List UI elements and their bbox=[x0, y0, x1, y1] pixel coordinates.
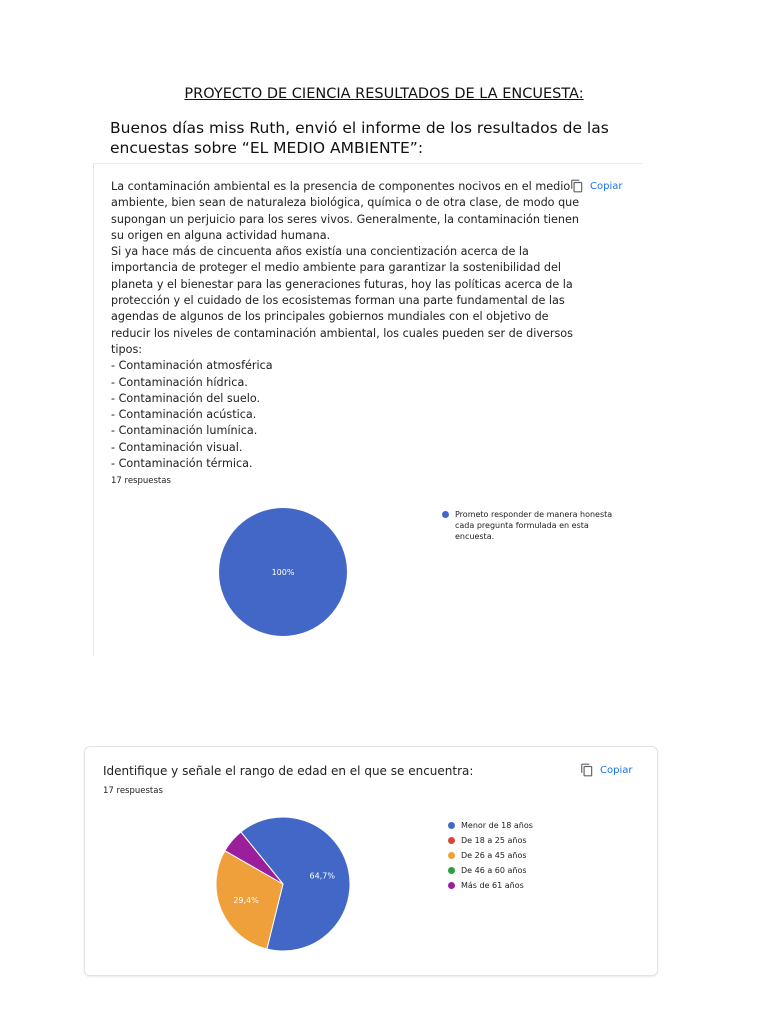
legend-label: Prometo responder de manera honesta cada pregunta formulada en esta encuesta. bbox=[455, 510, 613, 541]
question-text-line: - Contaminación lumínica. bbox=[111, 424, 258, 438]
legend-item bbox=[448, 850, 628, 861]
chart-legend-1 bbox=[442, 509, 622, 546]
copy-icon bbox=[580, 763, 594, 777]
copy-icon bbox=[570, 179, 584, 193]
question-text-line: ambiente, bien sean de naturaleza biológica, química o de otra clase, de modo que bbox=[111, 196, 580, 210]
legend-label: De 26 a 45 años bbox=[461, 851, 527, 860]
document-title: PROYECTO DE CIENCIA RESULTADOS DE LA ENCUESTA: bbox=[184, 86, 584, 102]
question-text-line: supongan un perjuicio para los seres vivos. Generalmente, la contaminación tienen bbox=[111, 212, 579, 226]
question-card-2 bbox=[84, 746, 658, 976]
question-text-line: - Contaminación hídrica. bbox=[111, 375, 248, 389]
question-text-line: reducir los niveles de contaminación ambiental, los cuales pueden ser de diversos bbox=[111, 326, 573, 340]
legend-label: Menor de 18 años bbox=[461, 821, 533, 830]
question-text-line: tipos: bbox=[111, 342, 143, 356]
legend-label: Más de 61 años bbox=[461, 881, 524, 890]
legend-item bbox=[448, 835, 628, 846]
legend-dot bbox=[442, 511, 449, 518]
question-text-line: protección y el cuidado de los ecosistemas forman una parte fundamental de las bbox=[111, 294, 565, 308]
question-text-line: Si ya hace más de cincuenta años existía una concientización acerca de la bbox=[111, 245, 529, 259]
legend-label: De 46 a 60 años bbox=[461, 866, 527, 875]
legend-dot bbox=[448, 867, 455, 874]
question-text-line: - Contaminación térmica. bbox=[111, 457, 253, 471]
question-text-line: agendas de algunos de los principales gobiernos mundiales con el objetivo de bbox=[111, 310, 549, 324]
question-card-1 bbox=[93, 163, 642, 656]
legend-dot bbox=[448, 852, 455, 859]
legend-dot bbox=[448, 822, 455, 829]
question-text-line: su origen en alguna actividad humana. bbox=[111, 228, 331, 242]
copy-button[interactable] bbox=[570, 179, 622, 193]
question-text-line: - Contaminación visual. bbox=[111, 440, 243, 454]
pie-data-label: 29,4% bbox=[233, 895, 259, 905]
legend-dot bbox=[448, 882, 455, 889]
question-2-title: Identifique y señale el rango de edad en el que se encuentra: bbox=[103, 764, 474, 778]
response-count: 17 respuestas bbox=[103, 786, 163, 796]
intro-paragraph: Buenos días miss Ruth, envió el informe de los resultados de las encuestas sobre “EL MEDIO AMBIENTE”: bbox=[110, 119, 609, 157]
pie-data-label: 64,7% bbox=[309, 871, 335, 881]
question-text-line: importancia de proteger el medio ambiente para garantizar la sostenibilidad del bbox=[111, 261, 561, 275]
pie-data-label: 100% bbox=[271, 568, 295, 577]
legend-label: De 18 a 25 años bbox=[461, 836, 527, 845]
legend-item bbox=[448, 865, 628, 876]
question-1-text bbox=[111, 179, 580, 472]
copy-button[interactable] bbox=[580, 763, 632, 777]
chart-legend-2 bbox=[448, 820, 628, 895]
question-text-line: planeta y el bienestar para las generaciones futuras, hoy las políticas acerca de la bbox=[111, 277, 573, 291]
legend-item bbox=[448, 880, 628, 891]
legend-item bbox=[442, 509, 622, 542]
question-text-line: - Contaminación del suelo. bbox=[111, 391, 261, 405]
response-count: 17 respuestas bbox=[111, 476, 171, 486]
question-text-line: La contaminación ambiental es la presencia de componentes nocivos en el medio bbox=[111, 180, 571, 193]
question-text-line: - Contaminación atmosférica bbox=[111, 359, 273, 373]
copy-label: Copiar bbox=[600, 764, 633, 776]
copy-label: Copiar bbox=[590, 180, 623, 192]
legend-item bbox=[448, 820, 628, 831]
pie-chart-1 bbox=[204, 502, 364, 642]
question-text-line: - Contaminación acústica. bbox=[111, 408, 257, 422]
legend-dot bbox=[448, 837, 455, 844]
pie-chart-2 bbox=[203, 814, 363, 954]
